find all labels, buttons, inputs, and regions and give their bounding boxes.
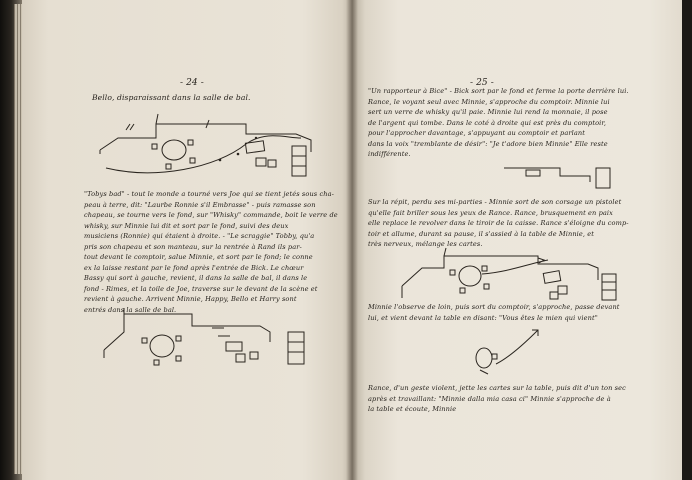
text-line: "Un rapporteur à Bice" - Bick sort par le fond et ferme la porte derrière lui. xyxy=(368,87,629,95)
right-paragraph-2 xyxy=(368,197,629,250)
text-line: la table et écoute, Minnie xyxy=(368,405,457,413)
text-line: Minnie l'observe de loin, puis sort du comptoir, s'approche, passe devant xyxy=(368,303,620,311)
stage-diagram-4 xyxy=(398,246,628,302)
text-line: entrés dans la salle de bal. xyxy=(84,305,177,314)
text-line: pour l'approcher davantage, s'appuyant au comptoir et parlant xyxy=(368,129,585,137)
text-line: lui, et vient devant la table en disant: "Vous êtes le mien qui vient" xyxy=(368,313,598,322)
text-line: toir et allume, durant sa pause, il s'assied à la table de Minnie, et xyxy=(368,229,595,238)
text-line: elle replace le revolver dans le tiroir de la caisse. Rance s'éloigne du comp- xyxy=(368,219,629,227)
text-line: musiciens (Ronnie) qui étaient à droite. - "Le scraggie" Tobby, qu'a xyxy=(84,232,315,240)
page-stack xyxy=(14,4,22,474)
book-gutter xyxy=(346,0,358,480)
text-line: Sur la répit, perdu ses mi-parties - Minnie sort de son corsage un pistolet xyxy=(368,198,622,206)
right-edge xyxy=(682,0,692,480)
stage-diagram-2 xyxy=(100,306,320,376)
text-line: whisky, sur Minnie lui dit et sort par le fond, suivi des deux xyxy=(84,221,289,230)
text-line: sert un verre de whisky qu'il paie. Minnie lui rend la monnaie, il pose xyxy=(368,108,608,116)
stage-diagram-3 xyxy=(500,160,620,190)
text-line: Rance, le voyant seul avec Minnie, s'approche du comptoir. Minnie lui xyxy=(368,97,610,106)
stage-diagram-1 xyxy=(96,110,336,190)
right-paragraph-4 xyxy=(368,383,626,415)
stage-diagram-5 xyxy=(468,324,548,376)
text-line: peau à terre, dit: "Laurbe Ronnie s'il Embrasse" - puis ramasse son xyxy=(84,200,316,209)
text-line: Bassy qui sort à gauche, revient, il dans la salle de bal, il dans le xyxy=(84,274,308,282)
text-line: après et travaillant: "Minnie dalla mia casa ci" Minnie s'approche de à xyxy=(368,394,611,403)
left-paragraph xyxy=(84,189,338,315)
text-line: fond - Rimes, et la toile de Joe, traverse sur le devant de la scène et xyxy=(84,284,318,293)
text-line: tout devant le comptoir, salue Minnie, et sort par le fond; le conne xyxy=(84,253,313,261)
right-paragraph-3 xyxy=(368,302,620,323)
text-line: de l'argent qui tombe. Dans le coté à droite qui est près du comptoir, xyxy=(368,118,607,127)
right-paragraph-1 xyxy=(368,86,629,160)
text-line: chapeau, se tourne vers le fond, sur "Whisky" commande, boit le verre de xyxy=(84,211,338,219)
text-line: qu'elle fait briller sous les yeux de Rance. Rance, brusquement en paix xyxy=(368,208,613,217)
text-line: Rance, d'un geste violent, jette les cartes sur la table, puis dit d'un ton sec xyxy=(368,384,626,392)
text-line: ex la laisse restant par le fond après l'entrée de Bick. Le chœur xyxy=(84,263,304,272)
text-line: dans la voix "tremblante de désir": "Je t'adore bien Minnie" Elle reste xyxy=(368,139,608,148)
text-line: "Tobys bad" - tout le monde a tourné vers Joe qui se tient jetés sous cha- xyxy=(84,190,334,198)
text-line: revient à gauche. Arrivent Minnie, Happy, Bello et Harry sont xyxy=(84,295,297,303)
left-heading: Bello, disparaissant dans la salle de bal. xyxy=(92,93,251,102)
text-line: pris son chapeau et son manteau, sur la rentrée à Rand ils par- xyxy=(84,242,302,251)
text-line: très nerveux, mélange les cartes. xyxy=(368,240,483,248)
right-page-number: - 25 - xyxy=(470,78,494,88)
left-page-number: - 24 - xyxy=(180,78,204,88)
text-line: indifférente. xyxy=(368,150,411,158)
